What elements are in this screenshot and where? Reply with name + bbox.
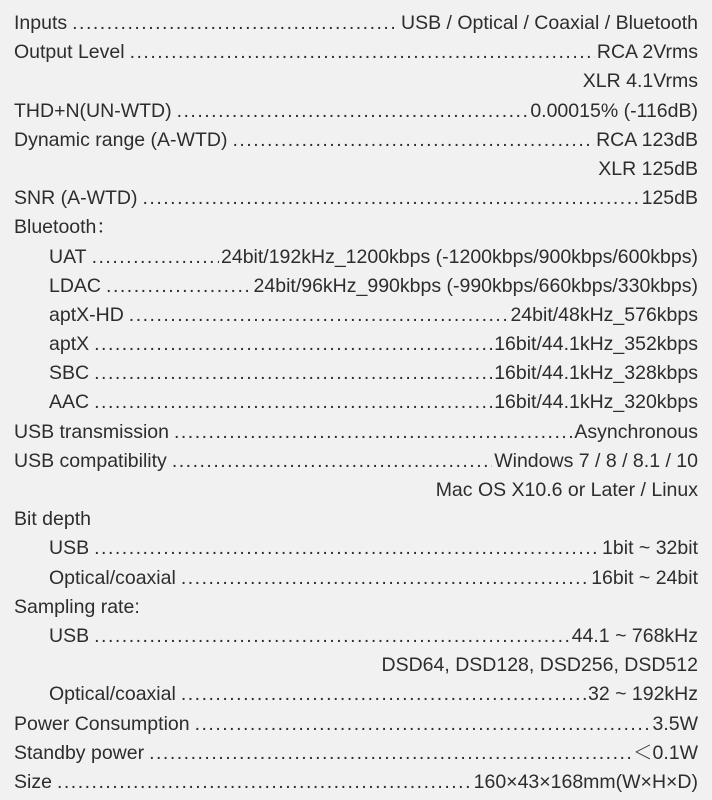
spec-row <box>14 564 698 593</box>
dot-leader <box>181 680 586 709</box>
spec-label: USB transmission <box>14 420 169 443</box>
spec-label: Bluetooth： <box>14 216 116 239</box>
spec-value: 1bit ~ 32bit <box>602 537 698 560</box>
spec-label: USB compatibility <box>14 449 167 472</box>
dot-leader <box>94 388 492 417</box>
spec-value: 16bit/44.1kHz_320kbps <box>494 391 698 414</box>
dot-leader <box>232 126 594 155</box>
spec-row <box>14 593 698 622</box>
spec-row <box>14 447 698 476</box>
spec-value: 24bit/48kHz_576kbps <box>510 303 698 326</box>
spec-row <box>14 622 698 651</box>
dot-leader <box>57 768 472 797</box>
dot-leader <box>94 330 492 359</box>
dot-leader <box>174 418 572 447</box>
spec-value: 16bit/44.1kHz_352kbps <box>494 333 698 356</box>
spec-row <box>14 67 698 96</box>
spec-value: USB / Optical / Coaxial / Bluetooth <box>401 12 698 34</box>
spec-row <box>14 359 698 388</box>
spec-row <box>14 243 698 272</box>
spec-row <box>14 97 698 126</box>
spec-label: Bit depth <box>14 508 91 531</box>
spec-row <box>14 505 698 534</box>
spec-label: Dynamic range (A-WTD) <box>14 128 228 151</box>
spec-value: XLR 4.1Vrms <box>582 70 698 93</box>
dot-leader <box>94 622 570 651</box>
spec-value: Mac OS X10.6 or Later / Linux <box>435 479 698 501</box>
spec-value: RCA 2Vrms <box>596 41 698 64</box>
spec-value: 16bit/44.1kHz_328kbps <box>494 362 698 385</box>
spec-label: Optical/coaxial <box>49 683 176 706</box>
spec-row <box>14 9 698 38</box>
spec-label: SBC <box>49 362 90 385</box>
spec-label: USB <box>49 624 90 647</box>
spec-value: ＜0.1W <box>632 741 698 764</box>
spec-row <box>14 476 698 505</box>
spec-label: aptX <box>49 333 90 356</box>
spec-label: aptX-HD <box>49 303 124 326</box>
spec-value: RCA 123dB <box>596 128 698 151</box>
spec-label: Output Level <box>14 41 125 64</box>
dot-leader <box>72 9 399 38</box>
spec-value: 24bit/96kHz_990kbps (-990kbps/660kbps/330kbps) <box>253 274 698 297</box>
spec-row <box>14 388 698 417</box>
spec-label: Standby power <box>14 741 145 764</box>
spec-row <box>14 680 698 709</box>
spec-row <box>14 155 698 184</box>
dot-leader <box>92 243 219 272</box>
spec-value: 160×43×168mm(W×H×D) <box>473 770 698 793</box>
spec-label: Optical/coaxial <box>49 566 176 589</box>
spec-value: 24bit/192kHz_1200kbps (-1200kbps/900kbps/600kbps) <box>221 245 698 268</box>
spec-row <box>14 651 698 680</box>
dot-leader <box>94 534 600 563</box>
spec-row <box>14 301 698 330</box>
spec-row <box>14 272 698 301</box>
spec-value: 3.5W <box>652 712 698 735</box>
spec-label: THD+N(UN-WTD) <box>14 99 172 122</box>
spec-row <box>14 38 698 67</box>
spec-value: 125dB <box>641 187 698 210</box>
dot-leader <box>172 447 492 476</box>
spec-label: Power Consumption <box>14 712 190 735</box>
spec-row <box>14 330 698 359</box>
spec-value: 32 ~ 192kHz <box>587 683 698 706</box>
dot-leader <box>142 184 639 213</box>
spec-value: 0.00015% (-116dB) <box>530 99 698 122</box>
spec-row <box>14 739 698 768</box>
spec-label: Inputs <box>14 12 68 34</box>
spec-label: Sampling rate: <box>14 595 140 618</box>
spec-label: AAC <box>49 391 90 414</box>
spec-value: 44.1 ~ 768kHz <box>571 624 698 647</box>
dot-leader <box>195 710 651 739</box>
spec-label: UAT <box>49 245 87 268</box>
dot-leader <box>177 97 529 126</box>
spec-label: Size <box>14 770 52 793</box>
spec-row <box>14 534 698 563</box>
dot-leader <box>94 359 492 388</box>
dot-leader <box>181 564 589 593</box>
spec-label: LDAC <box>49 274 102 297</box>
spec-value: Windows 7 / 8 / 8.1 / 10 <box>494 449 698 472</box>
spec-label: SNR (A-WTD) <box>14 187 138 210</box>
dot-leader <box>130 38 595 67</box>
spec-row <box>14 710 698 739</box>
spec-row <box>14 418 698 447</box>
spec-row <box>14 213 698 242</box>
spec-row <box>14 184 698 213</box>
spec-row <box>14 768 698 797</box>
dot-leader <box>149 739 631 768</box>
spec-value: 16bit ~ 24bit <box>591 566 698 589</box>
spec-value: XLR 125dB <box>598 157 698 180</box>
spec-row <box>14 126 698 155</box>
spec-value: DSD64, DSD128, DSD256, DSD512 <box>381 654 698 677</box>
dot-leader <box>106 272 252 301</box>
spec-label: USB <box>49 537 90 560</box>
spec-value: Asynchronous <box>574 420 698 443</box>
dot-leader <box>129 301 509 330</box>
